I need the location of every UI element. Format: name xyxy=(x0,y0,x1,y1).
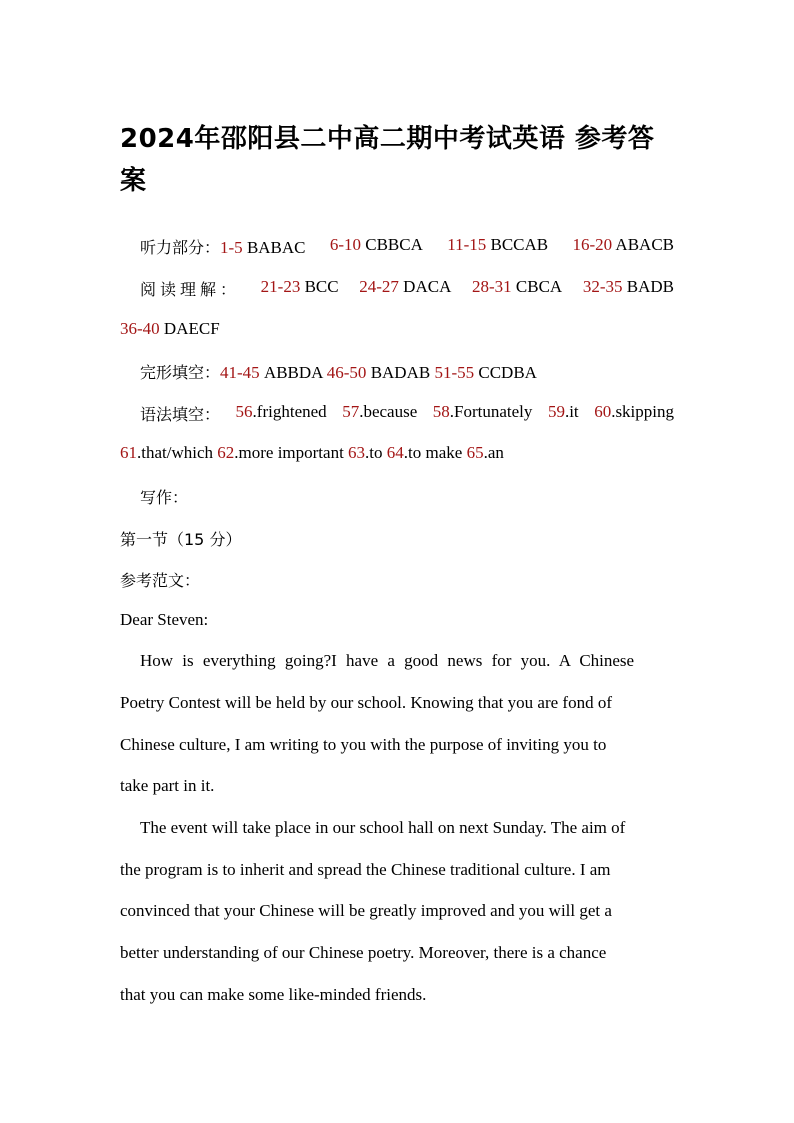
essay-line: that you can make some like-minded friends. xyxy=(120,985,427,1004)
answer-range: 36-40 xyxy=(120,319,160,338)
reading-label: 阅读理解： xyxy=(140,280,241,299)
answer-word: .it xyxy=(564,402,579,421)
answer-number: 58 xyxy=(432,402,450,421)
answer-letters: ABBDA xyxy=(263,363,323,382)
essay-line: take part in it. xyxy=(120,776,215,795)
answer-number: 64 xyxy=(386,443,404,462)
answer-word: .skipping xyxy=(611,402,674,421)
answer-letters: BADB xyxy=(626,277,674,296)
reading-answers-cont xyxy=(120,319,674,339)
answer-range: 1-5 xyxy=(220,238,243,257)
reading-answers xyxy=(140,277,674,300)
answer-range: 21-23 xyxy=(260,277,301,296)
answer-range: 32-35 xyxy=(582,277,623,296)
essay-line: convinced that your Chinese will be greatly improved and you will get a xyxy=(120,901,612,920)
answer-word: .Fortunately xyxy=(449,402,533,421)
answer-number: 62 xyxy=(217,443,235,462)
grammar-label: 语法填空： xyxy=(140,405,221,424)
answer-letters: CBBCA xyxy=(365,235,423,254)
answer-letters: BADAB xyxy=(370,363,431,382)
essay-line: Poetry Contest will be held by our school. Knowing that you are fond of xyxy=(120,693,612,712)
answer-range: 28-31 xyxy=(471,277,512,296)
answer-word: .to xyxy=(365,443,383,462)
answer-letters: BCC xyxy=(304,277,339,296)
answer-range: 16-20 xyxy=(572,235,613,254)
answer-word: .an xyxy=(483,443,504,462)
page-title: 2024年邵阳县二中高二期中考试英语 参考答案 xyxy=(120,124,655,196)
essay-line: The event will take place in our school hall on next Sunday. The aim of xyxy=(140,818,626,837)
answer-range: 41-45 xyxy=(220,363,260,382)
answer-range: 46-50 xyxy=(326,363,367,382)
answer-letters: BCCAB xyxy=(490,235,549,254)
answer-number: 59 xyxy=(547,402,565,421)
answer-range: 24-27 xyxy=(359,277,399,296)
letter-greeting: Dear Steven: xyxy=(120,610,209,629)
answer-letters: BABAC xyxy=(246,238,306,257)
answer-range: 11-15 xyxy=(447,235,487,254)
grammar-answers-cont xyxy=(120,443,674,463)
answer-word: .more important xyxy=(234,443,344,462)
answer-word: .to make xyxy=(403,443,463,462)
essay-line: better understanding of our Chinese poetry. Moreover, there is a chance xyxy=(120,943,607,962)
answer-letters: CCDBA xyxy=(478,363,537,382)
essay-line: How is everything going?I have a good news for you. A Chinese xyxy=(140,651,635,670)
section-heading: 第一节（15 分） xyxy=(120,530,242,549)
writing-label: 写作： xyxy=(140,488,189,507)
answer-word: .that/which xyxy=(137,443,214,462)
grammar-answers xyxy=(140,402,674,425)
answer-letters: CBCA xyxy=(515,277,563,296)
answer-number: 61 xyxy=(120,443,137,462)
answer-number: 60 xyxy=(594,402,612,421)
listening-label: 听力部分： xyxy=(140,238,221,257)
answer-word: .frightened xyxy=(252,402,327,421)
answer-letters: DACA xyxy=(403,277,452,296)
listening-answers xyxy=(140,235,674,258)
answer-letters: ABACB xyxy=(615,235,674,254)
sample-essay-label: 参考范文： xyxy=(120,571,201,590)
essay-line: the program is to inherit and spread the Chinese traditional culture. I am xyxy=(120,860,611,879)
answer-number: 65 xyxy=(466,443,484,462)
answer-number: 63 xyxy=(348,443,366,462)
cloze-label: 完形填空： xyxy=(140,363,221,382)
answer-range: 51-55 xyxy=(434,363,475,382)
answer-letters: DAECF xyxy=(163,319,220,338)
answer-number: 57 xyxy=(342,402,360,421)
answer-number: 56 xyxy=(235,402,253,421)
essay-line: Chinese culture, I am writing to you with the purpose of inviting you to xyxy=(120,735,607,754)
answer-word: .because xyxy=(359,402,418,421)
answer-range: 6-10 xyxy=(329,235,361,254)
cloze-answers xyxy=(140,360,674,383)
